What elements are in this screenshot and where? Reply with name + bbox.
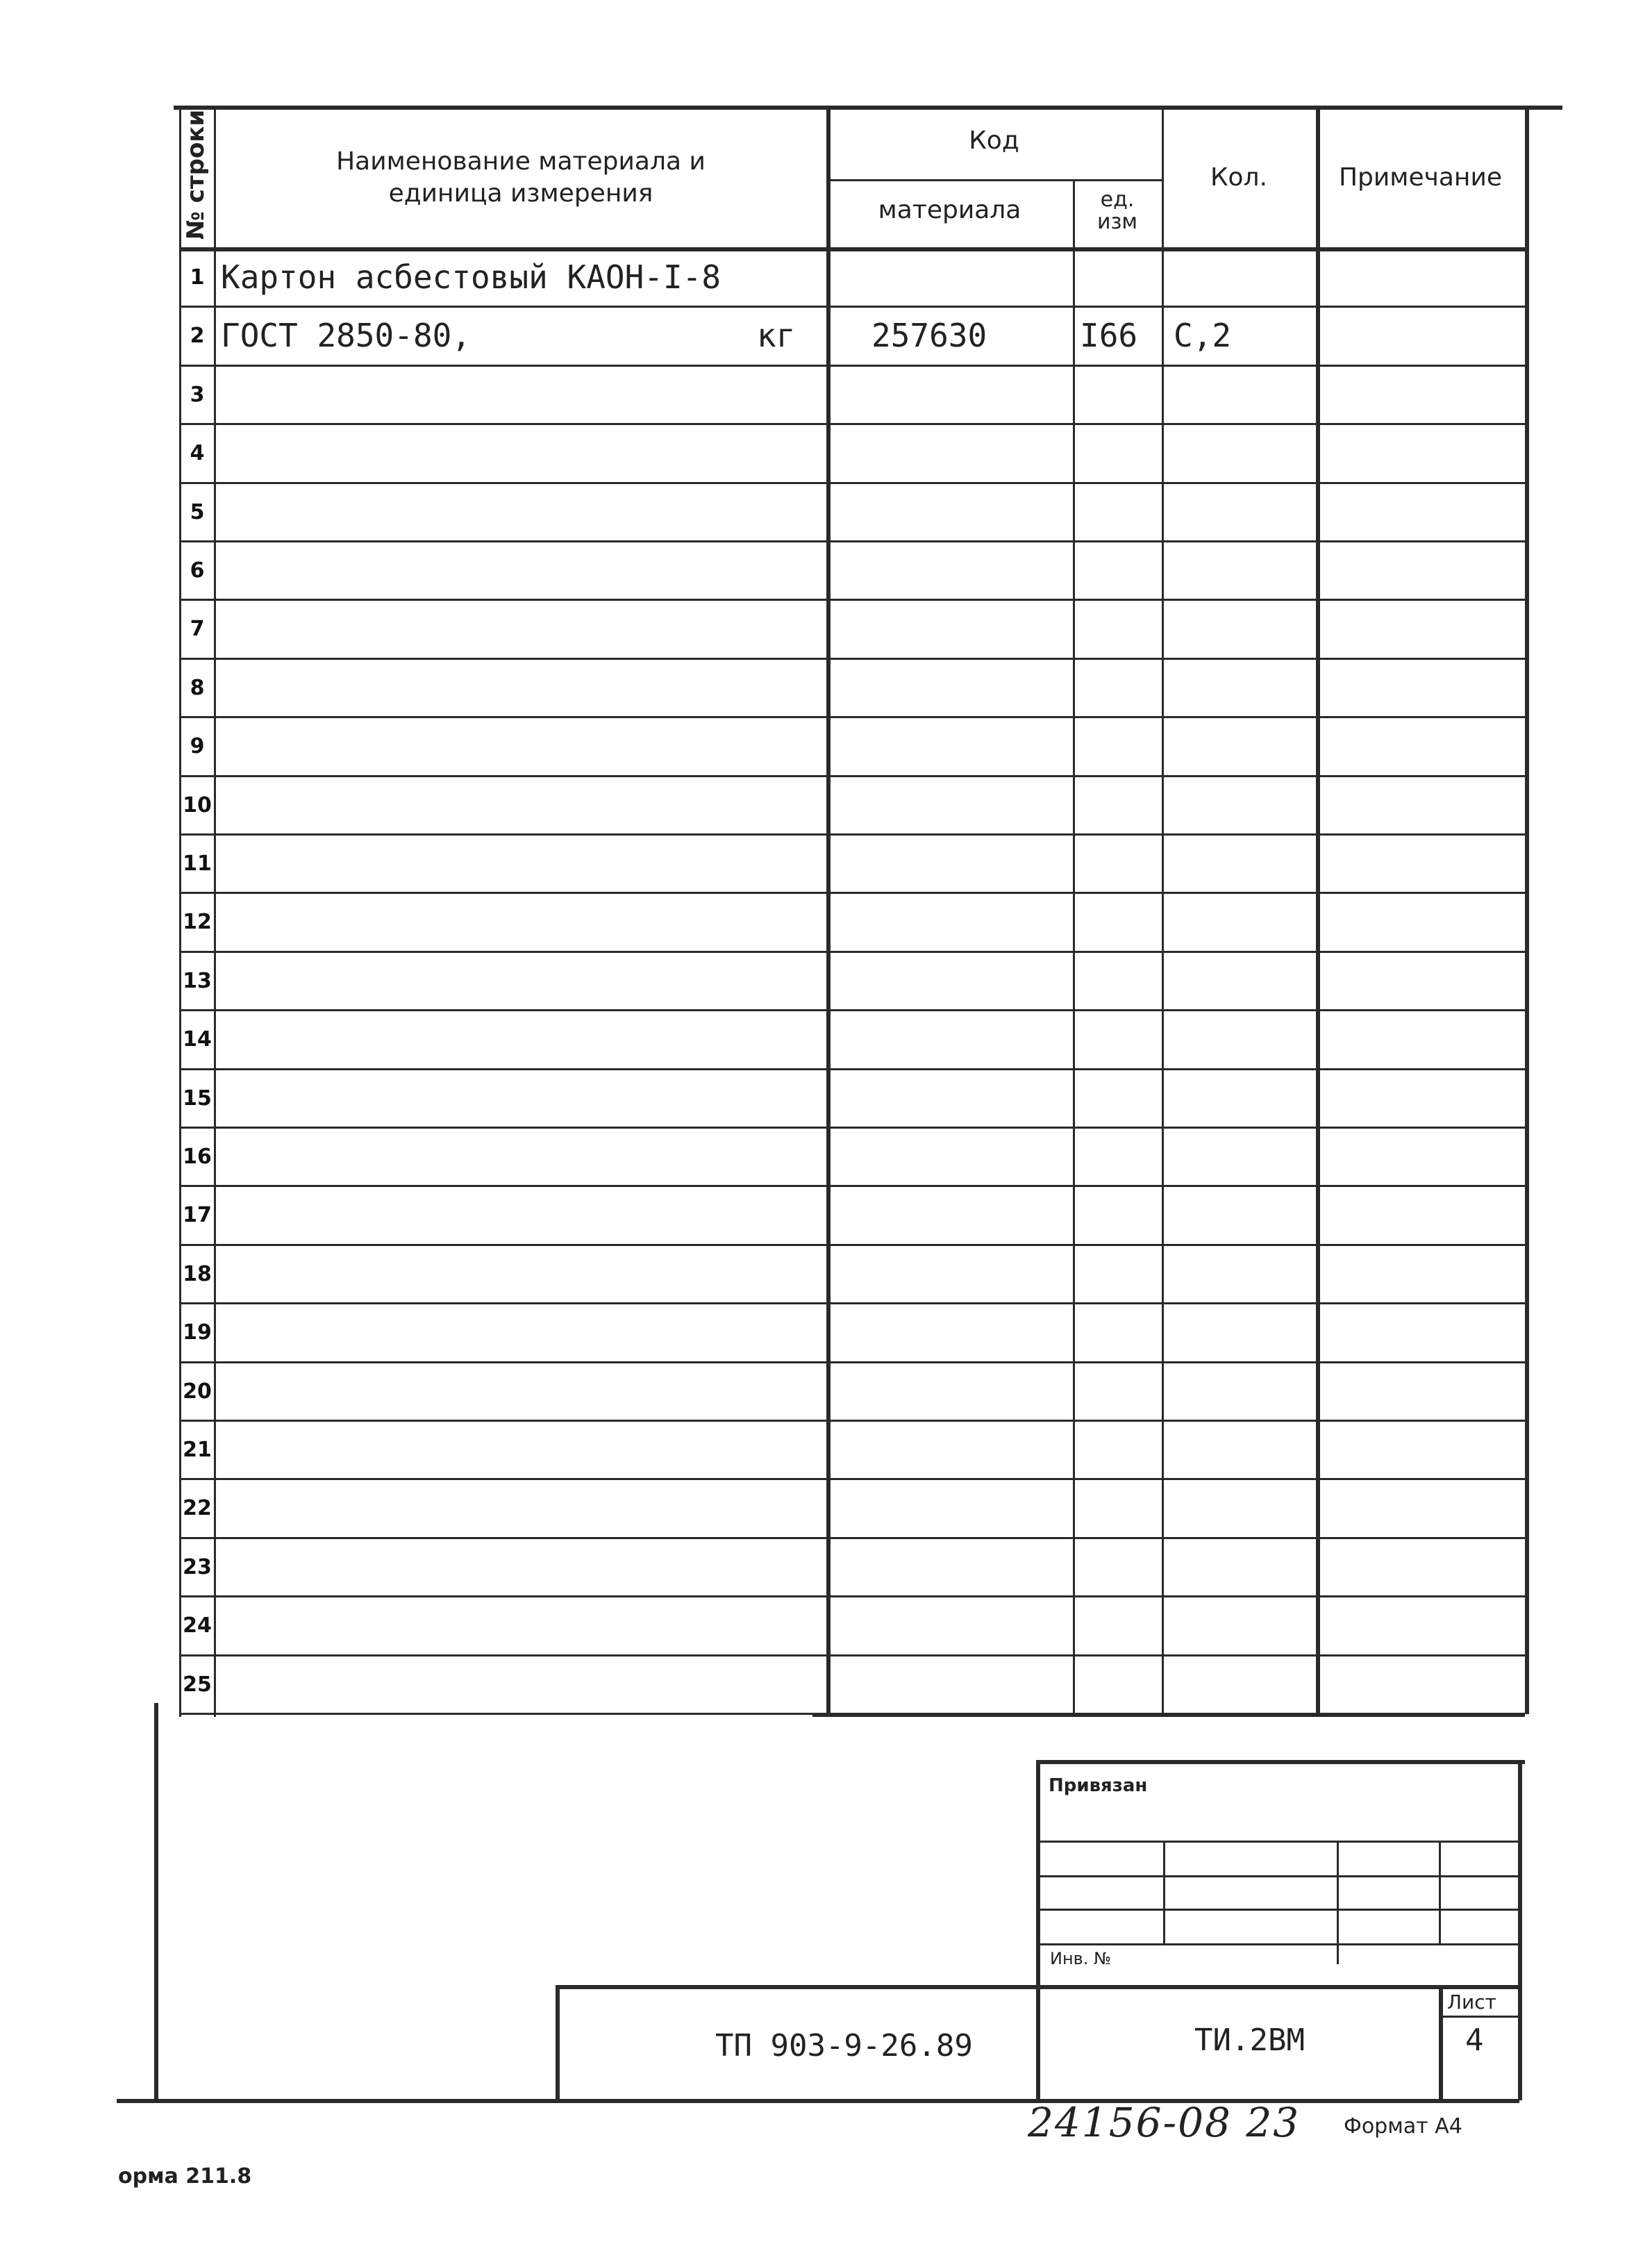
- row-divider: [179, 1244, 1525, 1246]
- name-header-line1: Наименование материала и: [336, 147, 706, 176]
- row-number: 17: [183, 1203, 212, 1228]
- row-number: 22: [183, 1496, 212, 1521]
- code-subheader-line: [826, 179, 1162, 181]
- row-number: 21: [183, 1438, 212, 1462]
- stamp-bound-left: [1036, 1760, 1040, 2100]
- row-divider: [179, 365, 1525, 367]
- row-divider: [179, 1127, 1525, 1129]
- row-number: 10: [183, 792, 212, 817]
- row-divider: [179, 658, 1525, 660]
- bottom-frame: [117, 2099, 1519, 2103]
- sheet-cell-divider: [1439, 2016, 1518, 2018]
- stamp-right: [1518, 1760, 1522, 2100]
- row-divider: [179, 1478, 1525, 1480]
- unit-code-cell: I66: [1080, 317, 1138, 355]
- sheet-cell-left: [1439, 1985, 1443, 2099]
- stamp-grid-line-4: [1036, 1943, 1518, 1945]
- row-divider: [179, 1537, 1525, 1539]
- row-number: 11: [183, 852, 212, 876]
- title-block-top: [556, 1985, 1518, 1989]
- col-unitcode-right: [1162, 106, 1164, 1714]
- row-divider: [179, 1009, 1525, 1011]
- top-border: [174, 106, 1562, 110]
- row-number: 7: [190, 617, 205, 642]
- form-number: орма 211.8: [118, 2164, 252, 2189]
- col-rownum-right: [214, 106, 216, 1717]
- table-bottom-line: [812, 1713, 1525, 1717]
- document-suffix: ТИ.2ВМ: [1194, 2023, 1305, 2058]
- col-matcode-right: [1073, 179, 1075, 1714]
- row-divider: [179, 1420, 1525, 1422]
- col-qty-right: [1316, 106, 1320, 1714]
- row-number: 20: [183, 1379, 212, 1404]
- row-number: 5: [190, 499, 205, 524]
- row-number: 25: [183, 1672, 212, 1697]
- row-number: 8: [190, 675, 205, 700]
- row-divider: [179, 306, 1525, 308]
- row-number: 4: [190, 441, 205, 466]
- row-number: 18: [183, 1261, 212, 1286]
- row-number: 14: [183, 1027, 212, 1052]
- row-divider: [179, 599, 1525, 601]
- row-divider: [179, 1654, 1525, 1656]
- header-bottom-line: [179, 247, 1525, 251]
- unit-cell: кг: [757, 317, 796, 355]
- col-rownum-left: [179, 106, 181, 1717]
- col-note-right: [1525, 106, 1529, 1714]
- format-label: Формат А4: [1344, 2114, 1462, 2139]
- material-name-cell: Картон асбестовый КАОН-I-8: [221, 258, 721, 296]
- row-divider: [179, 1302, 1525, 1304]
- name-header-line2: единица измерения: [388, 179, 653, 208]
- inventory-number-label: Инв. №: [1050, 1949, 1112, 1968]
- quantity-header: Кол.: [1210, 163, 1268, 192]
- row-divider: [179, 716, 1525, 718]
- document-code: ТП 903-9-26.89: [715, 2028, 973, 2063]
- row-divider: [179, 1068, 1525, 1070]
- left-frame: [154, 1703, 158, 2101]
- unit-code-header-line2: изм: [1096, 210, 1138, 234]
- sheet-number: 4: [1465, 2023, 1484, 2058]
- row-divider: [179, 540, 1525, 542]
- row-number: 23: [183, 1554, 212, 1579]
- row-number: 12: [183, 910, 212, 935]
- row-divider: [179, 482, 1525, 484]
- row-divider: [179, 1595, 1525, 1597]
- material-name-cell: ГОСТ 2850-80,: [221, 317, 472, 355]
- stamp-grid-line-2: [1036, 1875, 1518, 1877]
- row-number: 15: [183, 1086, 212, 1111]
- material-code-cell: 257630: [871, 317, 987, 355]
- row-number: 24: [183, 1613, 212, 1638]
- row-divider: [179, 1361, 1525, 1363]
- col-name-right: [826, 106, 831, 1717]
- stamp-grid-col-2: [1337, 1841, 1339, 1964]
- row-number: 9: [190, 734, 205, 759]
- row-number: 13: [183, 968, 212, 993]
- row-number: 3: [190, 382, 205, 407]
- row-divider: [179, 951, 1525, 953]
- row-divider: [179, 423, 1525, 425]
- material-code-header: материала: [878, 196, 1021, 224]
- note-header: Примечание: [1338, 163, 1503, 192]
- title-block-left: [556, 1985, 560, 2099]
- row-number: 19: [183, 1320, 212, 1345]
- quantity-cell: С,2: [1174, 317, 1232, 355]
- row-divider: [179, 1185, 1525, 1187]
- row-number: 2: [190, 324, 205, 349]
- stamp-bound-top: [1036, 1760, 1525, 1764]
- row-number-header: № строки: [182, 109, 210, 240]
- stamp-grid-line-3: [1036, 1909, 1518, 1911]
- row-divider: [179, 833, 1525, 836]
- code-header: Код: [969, 126, 1019, 155]
- unit-code-header-line1: ед.: [1100, 188, 1135, 212]
- row-divider: [179, 892, 1525, 894]
- handwritten-archive-number: 24156-08 23: [1028, 2099, 1301, 2146]
- row-number: 1: [190, 265, 205, 290]
- stamp-grid-line-1: [1036, 1841, 1518, 1843]
- sheet-label: Лист: [1447, 1991, 1496, 2013]
- row-number: 6: [190, 558, 205, 583]
- row-divider: [179, 775, 1525, 777]
- stamp-grid-col-3: [1439, 1841, 1441, 1943]
- bound-label: Привязан: [1049, 1775, 1148, 1796]
- row-number: 16: [183, 1145, 212, 1169]
- stamp-grid-col-1: [1163, 1841, 1165, 1943]
